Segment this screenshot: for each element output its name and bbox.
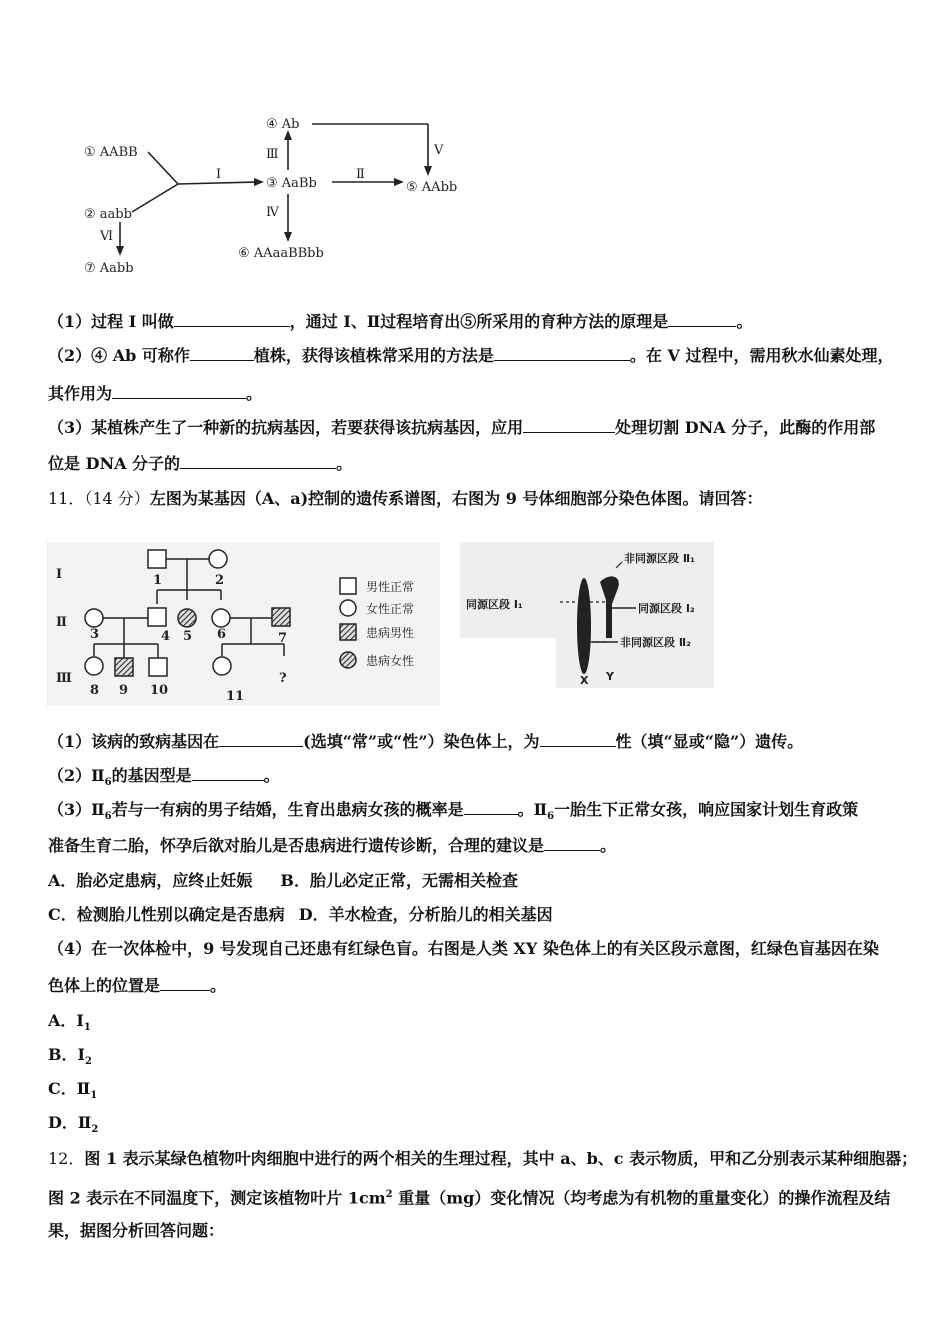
process-3: Ⅲ <box>266 147 279 162</box>
node-7: ⑦ Aabb <box>84 261 134 276</box>
individual-label: 8 <box>90 683 100 698</box>
q11-part4-cont: 色体上的位置是 。 <box>48 976 227 995</box>
process-4: Ⅳ <box>266 205 279 220</box>
label-homologous-1: 同源区段 I₁ <box>466 598 523 611</box>
node-4: ④ Ab <box>266 117 300 132</box>
individual-label: 10 <box>150 683 169 698</box>
q12-line3: 果，据图分析回答问题： <box>48 1221 225 1240</box>
q11-choice-d[interactable]: D．$Ⅱ_2$ <box>48 1113 99 1136</box>
xy-chromosome-diagram <box>460 542 714 688</box>
q11-part4: （4）在一次体检中，9 号发现自己还患有红绿色盲。右图是人类 XY 染色体上的有关区段示意图，红绿色盲基因在染 <box>48 939 879 958</box>
individual-label: 3 <box>90 627 100 642</box>
q10-part3: （3）某植株产生了一种新的抗病基因，若要获得该抗病基因，应用 处理切割 DNA 分子，此酶的作用部 <box>48 418 876 437</box>
answer-blank[interactable] <box>112 382 246 399</box>
individual-label: 6 <box>217 627 227 642</box>
answer-blank[interactable] <box>544 834 600 851</box>
node-1: ① AABB <box>84 145 138 160</box>
q11-part2: $(2)Ⅱ_6$的基因型是 。 <box>48 766 280 789</box>
q11-part3-cont: 准备生育二胎，怀孕后欲对胎儿是否患病进行遗传诊断，合理的建议是 。 <box>48 836 617 855</box>
q11-part1: （1）该病的致病基因在 (选填“常”或“性”）染色体上，为 性（填“显或“隐”）遗传。 <box>48 732 804 751</box>
individual-label: 4 <box>161 629 171 644</box>
q11-choice-a[interactable]: A．$I_1$ <box>48 1011 91 1034</box>
process-1: Ⅰ <box>216 167 222 182</box>
label-y: Y <box>606 670 614 683</box>
label-x: X <box>580 674 589 687</box>
legend-normal-male: 男性正常 <box>366 580 415 594</box>
option-b[interactable]: B．胎儿必定正常，无需相关检查 <box>280 871 518 890</box>
answer-blank[interactable] <box>494 344 630 361</box>
q11-part3: $(3)Ⅱ_6$若与一有病的男子结婚，生育出患病女孩的概率是 。$Ⅱ_6$一胎生下正常女孩，响应国家计划生育政策 <box>48 800 859 823</box>
label-non-homologous-1: 非同源区段 Ⅱ₁ <box>624 552 695 565</box>
q10-part3-cont: 位是 DNA 分子的 。 <box>48 454 353 473</box>
q11-intro: 11．（14 分）左图为某基因（A、a)控制的遗传系谱图，右图为 9 号体细胞部分染色体图。请回答： <box>48 489 763 508</box>
q11-choice-b[interactable]: B．$I_2$ <box>48 1045 92 1068</box>
legend-normal-female: 女性正常 <box>366 602 415 616</box>
option-d[interactable]: D．羊水检查，分析胎儿的相关基因 <box>298 905 553 924</box>
legend-affected-female: 患病女性 <box>366 654 415 668</box>
answer-blank[interactable] <box>540 730 616 747</box>
node-6: ⑥ AAaaBBbb <box>238 246 324 261</box>
pedigree-chart <box>46 542 440 706</box>
q11-choice-c[interactable]: C．$Ⅱ_1$ <box>48 1079 98 1102</box>
q10-part1: （1）过程 Ⅰ 叫做 ，通过 Ⅰ、Ⅱ过程培育出⑤所采用的育种方法的原理是 。 <box>48 312 753 331</box>
q12-line2: 图 2 表示在不同温度下，测定该植物叶片 $1cm^2$ 重量（mg）变化情况（均考虑为有机物的重量变化）的操作流程及结 <box>48 1188 891 1208</box>
answer-blank[interactable] <box>180 452 336 469</box>
process-2: Ⅱ <box>356 167 365 182</box>
option-a[interactable]: A．胎必定患病，应终止妊娠 <box>48 871 253 890</box>
q11-options-cd <box>48 904 914 926</box>
process-6: Ⅵ <box>100 229 114 244</box>
individual-label: 5 <box>183 629 193 644</box>
answer-blank[interactable] <box>219 730 303 747</box>
node-2: ② aabb <box>84 207 132 222</box>
individual-label: ? <box>279 671 287 686</box>
answer-blank[interactable] <box>190 344 254 361</box>
generation-1-label: Ⅰ <box>56 567 63 582</box>
answer-blank[interactable] <box>174 310 290 327</box>
answer-blank[interactable] <box>523 416 615 433</box>
q10-part2: （2）④ Ab 可称作 植株，获得该植株常采用的方法是 。在 V 过程中，需用秋水仙素处理， <box>48 346 894 365</box>
individual-label: 7 <box>278 631 288 646</box>
process-5: Ⅴ <box>434 143 444 158</box>
individual-label: 9 <box>119 683 129 698</box>
answer-blank[interactable] <box>192 764 264 781</box>
individual-label: 11 <box>226 689 245 704</box>
q10-part2-cont: 其作用为 。 <box>48 384 263 403</box>
option-c[interactable]: C．检测胎儿性别以确定是否患病 <box>48 905 285 924</box>
label-non-homologous-2: 非同源区段 Ⅱ₂ <box>620 636 691 649</box>
q12-line1: 12．图 1 表示某绿色植物叶肉细胞中进行的两个相关的生理过程，其中 a、b、c 表示物质，甲和乙分别表示某种细胞器； <box>48 1149 918 1168</box>
generation-3-label: Ⅲ <box>56 671 72 686</box>
legend-affected-male: 患病男性 <box>366 626 415 640</box>
answer-blank[interactable] <box>160 974 210 991</box>
q11-options-ab <box>48 870 914 892</box>
answer-blank[interactable] <box>668 310 736 327</box>
node-3: ③ AaBb <box>266 176 317 191</box>
individual-label: 2 <box>215 573 225 588</box>
breeding-diagram <box>70 108 490 283</box>
label-homologous-2: 同源区段 I₂ <box>638 602 695 615</box>
answer-blank[interactable] <box>464 798 518 815</box>
generation-2-label: Ⅱ <box>56 615 67 630</box>
node-5: ⑤ AAbb <box>406 180 458 195</box>
individual-label: 1 <box>153 573 163 588</box>
